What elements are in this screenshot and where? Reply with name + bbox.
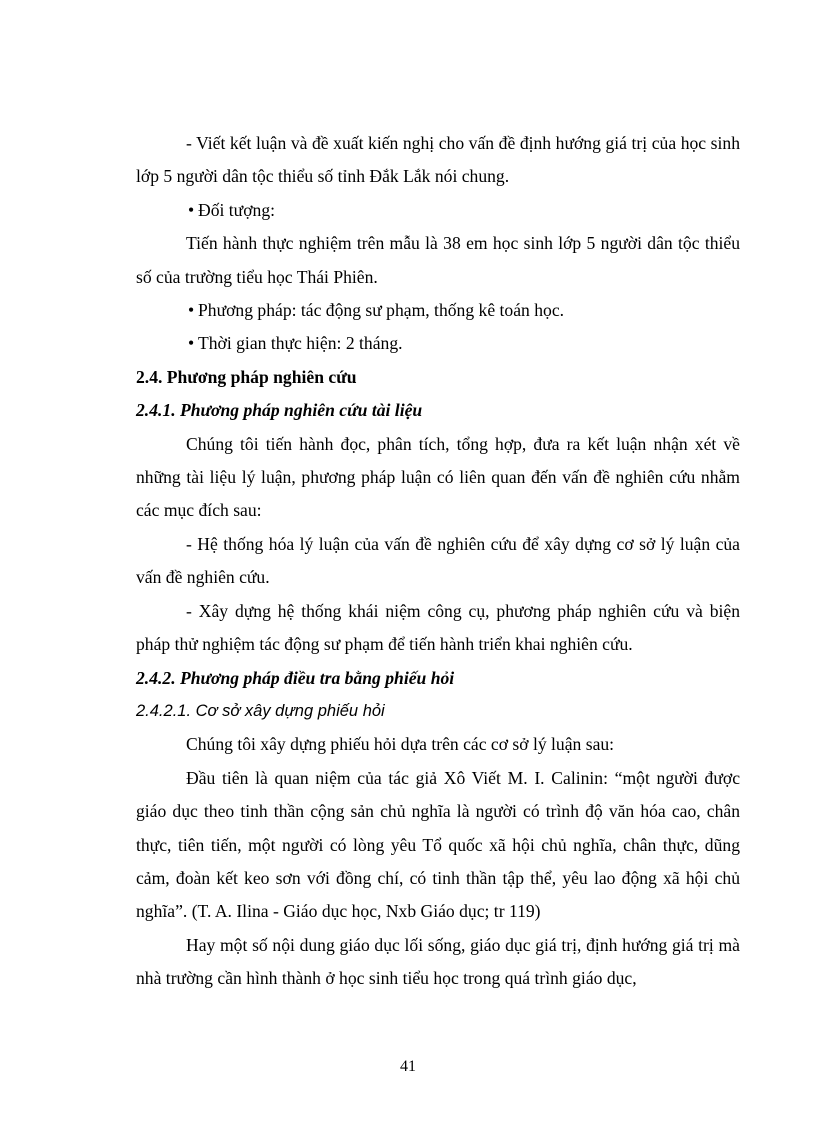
heading-2-4-2-1: 2.4.2.1. Cơ sở xây dựng phiếu hỏi <box>136 701 385 720</box>
bullet-icon: • <box>188 333 195 354</box>
paragraph-systematize: - Hệ thống hóa lý luận của vấn đề nghiên cứu để xây dựng cơ sở lý luận của vấn đề nghiên cứu. <box>136 533 740 588</box>
bullet-icon: • <box>188 199 195 220</box>
paragraph-experiment: Tiến hành thực nghiệm trên mẫu là 38 em học sinh lớp 5 người dân tộc thiểu số của trường tiểu học Thái Phiên. <box>136 233 740 287</box>
bullet-time <box>188 327 740 360</box>
bullet-subjects <box>188 194 740 227</box>
bullet-method <box>188 294 740 327</box>
bullet-text: Thời gian thực hiện: 2 tháng. <box>198 333 403 354</box>
paragraph-calinin-quote: Đầu tiên là quan niệm của tác giả Xô Viết M. I. Calinin: “một người được giáo dục theo tinh thần cộng sản chủ nghĩa là người có trình độ văn hóa cao, chân thực, tiên tiến, một người có lòng yêu Tổ quốc xã hội chủ nghĩa, chân thực, dũng cảm, đoàn kết keo sơn với đồng chí, có tinh thần tập thể, yêu lao động xã hội chủ nghĩa”. (T. A. Ilina - Giáo dục học, Nxb Giáo dục; tr 119) <box>136 767 740 922</box>
bullet-text: Phương pháp: tác động sư phạm, thống kê toán học. <box>198 300 565 321</box>
paragraph-literature-method: Chúng tôi tiến hành đọc, phân tích, tổng hợp, đưa ra kết luận nhận xét về những tài liệu lý luận, phương pháp luận có liên quan đến vấn đề nghiên cứu nhằm các mục đích sau: <box>136 433 740 521</box>
page-number: 41 <box>400 1058 416 1075</box>
paragraph-education-content: Hay một số nội dung giáo dục lối sống, giáo dục giá trị, định hướng giá trị mà nhà trường cần hình thành ở học sinh tiểu học trong quá trình giáo dục, <box>136 934 740 989</box>
paragraph-conclusion: - Viết kết luận và đề xuất kiến nghị cho vấn đề định hướng giá trị của học sinh lớp 5 người dân tộc thiểu số tỉnh Đắk Lắk nói chung. <box>136 133 740 187</box>
bullet-icon: • <box>188 300 195 321</box>
paragraph-questionnaire-basis: Chúng tôi xây dựng phiếu hỏi dựa trên các cơ sở lý luận sau: <box>186 734 615 755</box>
heading-2-4-2: 2.4.2. Phương pháp điều tra bằng phiếu hỏi <box>136 667 455 688</box>
bullet-text: Đối tượng: <box>198 199 275 220</box>
heading-2-4-1: 2.4.1. Phương pháp nghiên cứu tài liệu <box>136 400 423 421</box>
heading-2-4: 2.4. Phương pháp nghiên cứu <box>136 366 357 387</box>
document-page <box>136 127 740 996</box>
paragraph-build-concepts: - Xây dựng hệ thống khái niệm công cụ, phương pháp nghiên cứu và biện pháp thử nghiệm tác động sư phạm để tiến hành triển khai nghiên cứu. <box>136 600 740 655</box>
